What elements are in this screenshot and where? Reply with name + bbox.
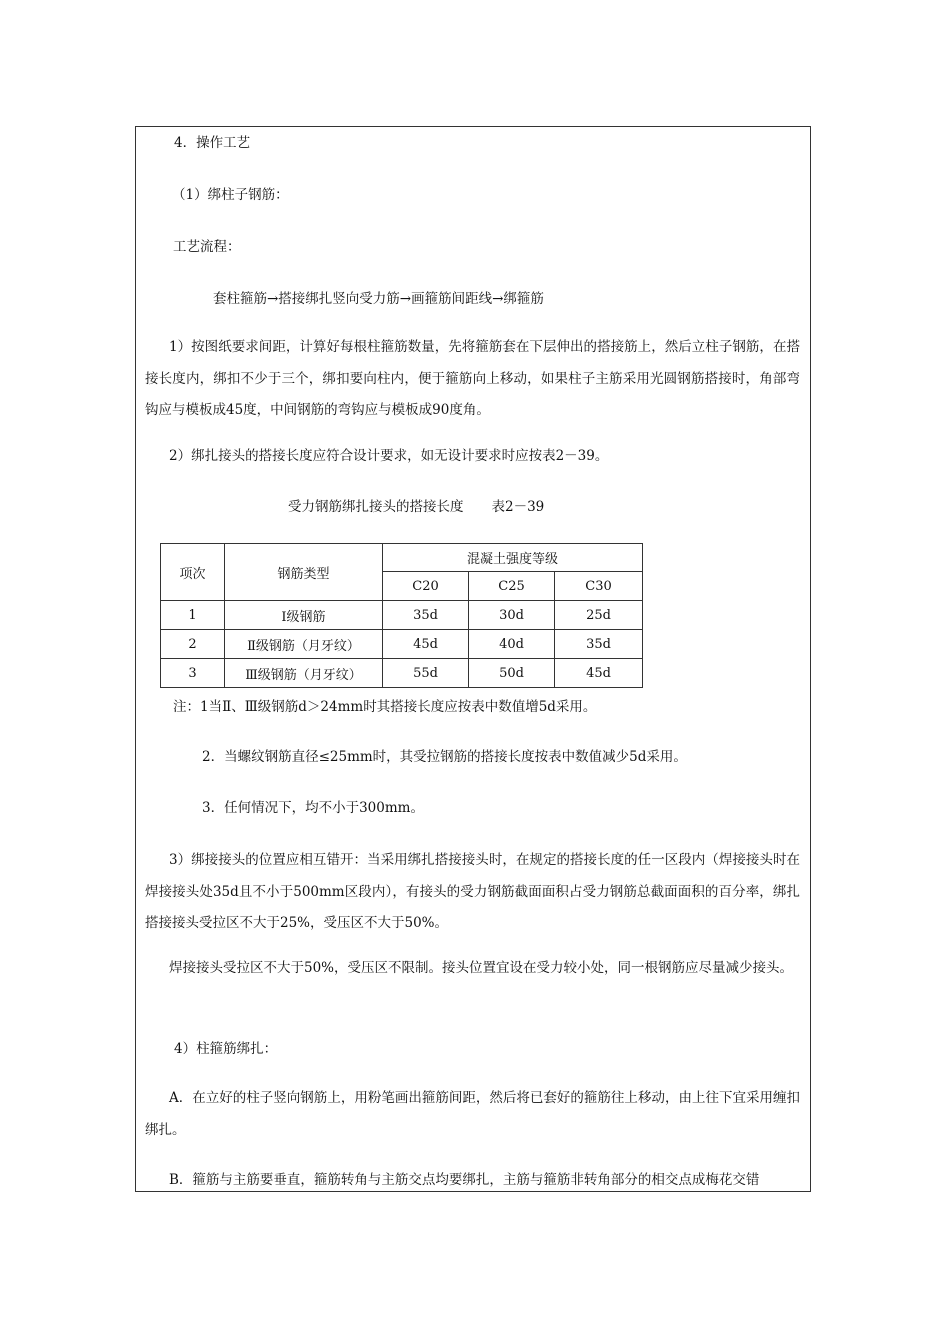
- lap-length-table: [160, 543, 643, 688]
- header-item: 项次: [161, 544, 225, 601]
- cell-value: 50d: [469, 659, 555, 688]
- sub-heading: （1）绑柱子钢筋：: [172, 187, 289, 203]
- cell-value: 25d: [555, 601, 643, 630]
- section-heading: 4．操作工艺: [174, 135, 251, 151]
- table-row: [161, 601, 643, 630]
- paragraph-4: 焊接接头受拉区不大于50%，受压区不限制。接头位置宜设在受力较小处，同一根钢筋应尽量减少接头。: [169, 960, 794, 976]
- header-grade: C20: [383, 572, 469, 601]
- table-note-2: 2．当螺纹钢筋直径≤25mm时，其受拉钢筋的搭接长度按表中数值减少5d采用。: [202, 749, 687, 765]
- paragraph-a: A．在立好的柱子竖向钢筋上，用粉笔画出箍筋间距，然后将已套好的箍筋往上移动，由上往下宜采用缠扣绑扎。: [145, 1090, 800, 1138]
- table-note-1: 注：1当Ⅱ、Ⅲ级钢筋d＞24mm时其搭接长度应按表中数值增5d采用。: [173, 699, 597, 715]
- paragraph-5-heading: 4）柱箍筋绑扎：: [174, 1041, 278, 1057]
- paragraph-1: 1）按图纸要求间距，计算好每根柱箍筋数量，先将箍筋套在下层伸出的搭接筋上，然后立柱子钢筋，在搭接长度内，绑扣不少于三个，绑扣要向柱内，便于箍筋向上移动，如果柱子主筋采用光圆钢筋搭接时，角部弯钩应与模板成45度，中间钢筋的弯钩应与模板成90度角。: [145, 339, 800, 418]
- cell-value: 45d: [555, 659, 643, 688]
- table-row: [161, 659, 643, 688]
- cell-item: 2: [161, 630, 225, 659]
- header-type: 钢筋类型: [225, 544, 383, 601]
- cell-value: 30d: [469, 601, 555, 630]
- cell-item: 3: [161, 659, 225, 688]
- flow-label: 工艺流程：: [173, 239, 241, 255]
- header-grade: C30: [555, 572, 643, 601]
- paragraph-2: 2）绑扎接头的搭接长度应符合设计要求，如无设计要求时应按表2－39。: [169, 448, 609, 464]
- table-number: 表2－39: [491, 499, 545, 515]
- header-grade-group: 混凝土强度等级: [383, 544, 643, 572]
- cell-type: Ⅱ级钢筋（月牙纹）: [225, 630, 383, 659]
- table-row: [161, 630, 643, 659]
- paragraph-3: 3）绑接接头的位置应相互错开：当采用绑扎搭接接头时，在规定的搭接长度的任一区段内（焊接接头时在焊接接头处35d且不小于500mm区段内），有接头的受力钢筋截面面积占受力钢筋总截面面积的百分率，绑扎搭接接头受拉区不大于25%，受压区不大于50%。: [145, 852, 800, 931]
- cell-type: Ⅰ级钢筋: [225, 601, 383, 630]
- cell-value: 35d: [383, 601, 469, 630]
- cell-value: 40d: [469, 630, 555, 659]
- table-note-3: 3．任何情况下，均不小于300mm。: [202, 800, 424, 816]
- table-caption: [288, 497, 544, 517]
- cell-value: 45d: [383, 630, 469, 659]
- header-grade: C25: [469, 572, 555, 601]
- document-frame: [135, 126, 811, 1192]
- paragraph-b: B．箍筋与主筋要垂直，箍筋转角与主筋交点均要绑扎，主筋与箍筋非转角部分的相交点成梅花交错: [169, 1172, 760, 1188]
- cell-value: 35d: [555, 630, 643, 659]
- cell-value: 55d: [383, 659, 469, 688]
- process-flow: 套柱箍筋→搭接绑扎竖向受力筋→画箍筋间距线→绑箍筋: [213, 291, 544, 307]
- cell-item: 1: [161, 601, 225, 630]
- table-title: 受力钢筋绑扎接头的搭接长度: [288, 499, 464, 515]
- cell-type: Ⅲ级钢筋（月牙纹）: [225, 659, 383, 688]
- table-header-row: [161, 544, 643, 572]
